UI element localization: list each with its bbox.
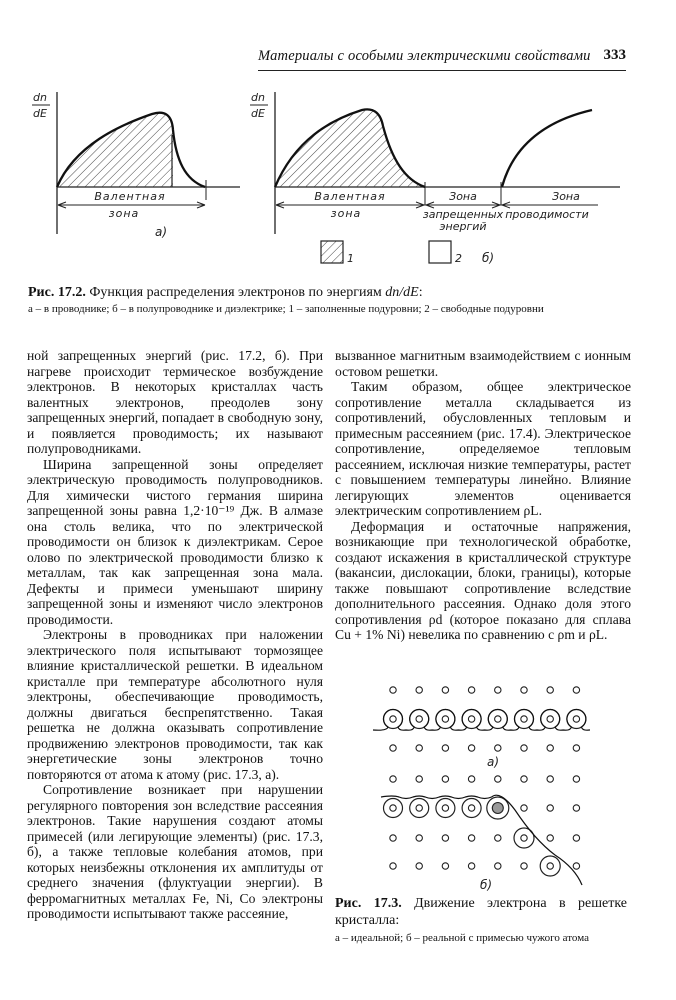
zone-label-a-2: зона — [108, 207, 140, 220]
panel-b-label-17-3: б) — [480, 878, 493, 892]
zone-label-a-1: Валентная — [94, 190, 166, 203]
lattice-atom — [468, 805, 474, 811]
panel-a-label-17-3: а) — [487, 755, 500, 769]
lattice-atom — [521, 863, 527, 869]
paragraph: ной запрещенных энергий (рис. 17.2, б). При нагреве происходит термическое возбуждение электронов. В некоторых кристаллах часть валентных электронов, преодолев зону запрещенных энергий, попадает в свободную зону, и появляется проводимость; их называют полупроводниками. — [27, 348, 323, 456]
lattice-atom — [573, 716, 579, 722]
impurity-atom — [492, 803, 503, 814]
caption-prefix: Рис. 17.2. — [28, 285, 86, 300]
gap-label-1: Зона — [449, 190, 477, 203]
caption-tail: : — [418, 285, 423, 300]
lattice-atom — [390, 716, 396, 722]
lattice-atom — [390, 745, 396, 751]
paragraph: Деформация и остаточные напряжения, возникающие при технологической обработке, создают искажения в кристаллической структуре (вакансии, дислокации, блоки, границы), которые также повышают сопротивление вследствие дополнительного рассеяния. Однако доля этого сопротивления ρd (которое показано для сплава Cu + 1% Ni) невелика по сравнению с ρm и ρL. — [335, 518, 631, 642]
lattice-atom — [521, 776, 527, 782]
lattice-atom — [416, 863, 422, 869]
lattice-atom — [573, 687, 579, 693]
lattice-atom — [442, 835, 448, 841]
paragraph: Сопротивление возникает при нарушении регулярного повторения зон вследствие рассеяния электронов. Такие нарушения создают атомы примесей (или легирующие элементы) (рис. 17.3, б), а также тепловые колебания атомов, при которых неизбежны отклонения их амплитуды от среднего значения (флуктуации энергии). В ферромагнитных металлах Fe, Ni, Co электроны проводимости испытывают также рассеяние, — [27, 782, 323, 921]
lattice-atom — [416, 805, 422, 811]
lattice-atom — [573, 863, 579, 869]
panel-a-label: а) — [155, 225, 168, 239]
lattice-atom — [521, 687, 527, 693]
lattice-atom — [521, 835, 527, 841]
lattice-atom — [573, 805, 579, 811]
lattice-atom — [416, 835, 422, 841]
caption-legend-17-3: а – идеальной; б – реальной с примесью чужого атома — [335, 932, 589, 944]
lattice-panel-a — [384, 687, 586, 751]
valence-label-2: зона — [330, 207, 362, 220]
lattice-atom — [547, 863, 553, 869]
lattice-atom — [495, 716, 501, 722]
lattice-atom — [390, 835, 396, 841]
lattice-atom — [442, 805, 448, 811]
axis-de-b: dE — [251, 107, 265, 120]
gap-label-3: энергий — [439, 220, 487, 233]
page-number: 333 — [603, 47, 626, 63]
lattice-atom — [390, 863, 396, 869]
lattice-atom — [442, 776, 448, 782]
lattice-atom — [468, 716, 474, 722]
lattice-atom — [442, 863, 448, 869]
lattice-atom — [521, 716, 527, 722]
lattice-atom — [416, 776, 422, 782]
lattice-atom — [390, 805, 396, 811]
axis-dn-b: dn — [251, 91, 265, 104]
lattice-atom — [573, 776, 579, 782]
lattice-atom — [495, 687, 501, 693]
lattice-atom — [390, 687, 396, 693]
axis-dn: dn — [33, 91, 47, 104]
lattice-atom — [547, 805, 553, 811]
lattice-atom — [468, 745, 474, 751]
cond-label-2: проводимости — [505, 208, 589, 221]
lattice-atom — [573, 835, 579, 841]
axis-de: dE — [33, 107, 47, 120]
running-title: Материалы с особыми электрическими свойствами — [258, 48, 591, 64]
lattice-atom — [416, 745, 422, 751]
lattice-atom — [521, 805, 527, 811]
lattice-atom — [495, 863, 501, 869]
legend-key-1: 1 — [347, 252, 354, 265]
caption-prefix-17-3: Рис. 17.3. — [335, 896, 402, 911]
valence-label-1: Валентная — [314, 190, 386, 203]
lattice-atom — [390, 776, 396, 782]
lattice-atom — [416, 716, 422, 722]
lattice-atom — [468, 863, 474, 869]
lattice-atom — [547, 745, 553, 751]
lattice-atom — [547, 835, 553, 841]
lattice-atom — [468, 687, 474, 693]
paragraph: Ширина запрещенной зоны определяет электрическую проводимость полупроводников. Для химически чистого германия ширина запрещенной зоны равна 1,2·10⁻¹⁹ Дж. В алмазе она столь велика, что по электрической проводимости он близок к диэлектрикам. Серое олово по электрической проводимости близко к металлам, так как запрещенная зона мала. Дефекты и примеси уменьшают ширину запрещенной зоны и изменяют число электронов проводимости. — [27, 456, 323, 627]
lattice-atom — [468, 835, 474, 841]
legend-key-2: 2 — [455, 252, 462, 265]
caption-legend: а – в проводнике; б – в полупроводнике и диэлектрике; 1 – заполненные подуровни; 2 – свободные подуровни — [28, 303, 544, 315]
lattice-atom — [573, 745, 579, 751]
lattice-atom — [547, 716, 553, 722]
lattice-atom — [547, 776, 553, 782]
lattice-atom — [442, 687, 448, 693]
lattice-atom — [521, 745, 527, 751]
lattice-atom — [495, 776, 501, 782]
electron-path-a — [373, 709, 590, 730]
caption-text-17-3: Движение электрона в решетке кристалла: — [335, 896, 627, 928]
caption-text: Функция распределения электронов по энергиям — [89, 285, 382, 300]
lattice-atom — [495, 745, 501, 751]
cond-label-1: Зона — [552, 190, 580, 203]
paragraph: Электроны в проводниках при наложении электрического поля испытывают тормозящее влияние кристаллической решетки. В идеальном кристалле при температуре абсолютного нуля электроны, обеспечивающие проводимость, должны двигаться беспрепятственно. Такая решетка не должна оказывать сопротивление продвижению электронов проводимости, так как энергетические зоны электронов точно повторяются от атома к атому (рис. 17.3, а). — [27, 627, 323, 782]
caption-formula: dn/dE — [385, 285, 419, 300]
lattice-atom — [442, 745, 448, 751]
paragraph: вызванное магнитным взаимодействием с ионным остовом решетки. — [335, 348, 631, 379]
lattice-atom — [416, 687, 422, 693]
lattice-atom — [442, 716, 448, 722]
paragraph: Таким образом, общее электрическое сопротивление металла складывается из сопротивлений, обусловленных тепловым и примесным рассеянием (рис. 17.4). Электрическое сопротивление, определяемое тепловым рассеянием, исключая низкие температуры, растет с повышением температуры линейно. Влияние легирующих элементов оценивается электрическим сопротивлением ρL. — [335, 379, 631, 518]
panel-b-label: б) — [482, 251, 495, 265]
lattice-atom — [468, 776, 474, 782]
lattice-atom — [547, 687, 553, 693]
figure-17-3-caption — [335, 895, 627, 945]
gap-label-2: запрещенных — [422, 208, 504, 221]
lattice-atom — [495, 835, 501, 841]
lattice-panel-b — [384, 776, 580, 876]
